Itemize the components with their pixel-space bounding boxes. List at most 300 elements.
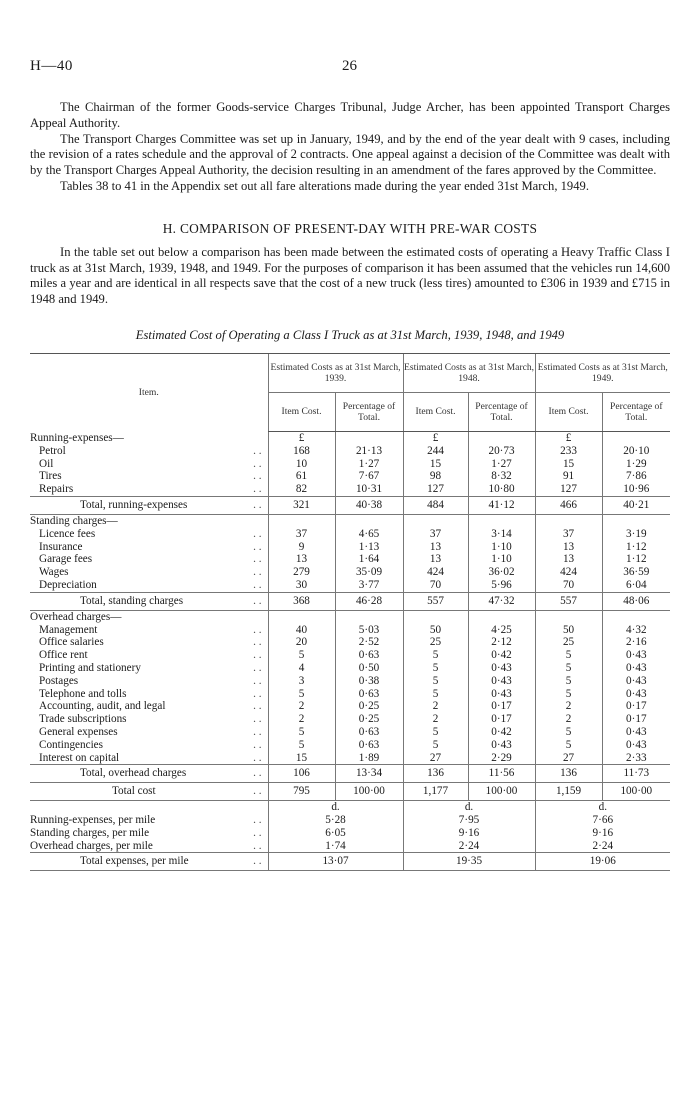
section-row — [30, 610, 670, 623]
leader-dots: . . — [253, 470, 262, 483]
percentage-cell: 0·17 — [468, 713, 535, 726]
item-cost-cell: 2 — [535, 700, 602, 713]
item-cost-cell: 5 — [535, 739, 602, 752]
table-row — [30, 541, 670, 554]
item-cost-cell: 368 — [268, 592, 335, 610]
item-cost-cell: 5 — [403, 675, 468, 688]
per-mile-row — [30, 827, 670, 840]
table-row — [30, 624, 670, 637]
per-mile-cell: 6·05 — [268, 827, 403, 840]
table-row — [30, 726, 670, 739]
percentage-cell: 100·00 — [602, 783, 670, 801]
row-label — [30, 801, 268, 814]
section-heading: H. COMPARISON OF PRESENT-DAY WITH PRE-WAR COSTS — [162, 220, 538, 236]
per-mile-row — [30, 840, 670, 853]
percentage-cell: 11·73 — [602, 765, 670, 783]
item-cost-cell: 5 — [403, 726, 468, 739]
row-label-text: Running-expenses, per mile — [30, 814, 156, 827]
paragraph-appeal-authority: The Chairman of the former Goods-service Charges Tribunal, Judge Archer, has been appointed Transport Charges Appeal Authority. — [30, 100, 670, 130]
item-cost-cell: 1,159 — [535, 783, 602, 801]
row-label — [30, 814, 268, 827]
item-cost-cell: 5 — [268, 688, 335, 701]
leader-dots: . . — [253, 785, 262, 798]
table-row — [30, 592, 670, 610]
item-cost-cell: 3 — [268, 675, 335, 688]
empty-cell — [468, 514, 535, 527]
row-label-text: Overhead charges, per mile — [30, 839, 153, 852]
item-cost-cell: 9 — [268, 541, 335, 554]
item-cost-cell: 2 — [403, 713, 468, 726]
table-row — [30, 553, 670, 566]
section-paragraph: In the table set out below a comparison has been made between the estimated costs of operating a Heavy Traffic Class I truck as at 31st March, 1939, 1948, and 1949. For the purposes of comparison it has been assumed that the vehicles run 14,600 miles a year and are identical in all respects save that the cost of a new truck (less tires) amounted to £306 in 1939 and £715 in 1948 and 1949. — [30, 244, 670, 307]
percentage-cell: 5·03 — [335, 624, 403, 637]
percentage-cell: 3·19 — [602, 528, 670, 541]
per-mile-cell: 1·74 — [268, 840, 403, 853]
row-label-text: Management — [39, 623, 98, 636]
percentage-cell: 2·16 — [602, 636, 670, 649]
row-label-text: Overhead charges— — [30, 610, 122, 623]
item-cost-cell: 2 — [268, 713, 335, 726]
percentage-cell: 20·10 — [602, 445, 670, 458]
subheader-item-cost: Item Cost. — [535, 392, 602, 431]
row-label — [30, 541, 268, 554]
percentage-cell: 0·43 — [602, 739, 670, 752]
percentage-cell: 4·25 — [468, 624, 535, 637]
section-row — [30, 514, 670, 527]
item-cost-cell: 98 — [403, 470, 468, 483]
item-cost-cell: 136 — [403, 765, 468, 783]
percentage-cell: 0·43 — [602, 726, 670, 739]
row-label — [30, 765, 268, 783]
row-label — [30, 566, 268, 579]
percentage-cell: 36·02 — [468, 566, 535, 579]
percentage-cell: 41·12 — [468, 496, 535, 514]
row-label — [30, 624, 268, 637]
percentage-cell: 1·27 — [468, 458, 535, 471]
row-label — [30, 700, 268, 713]
table-row — [30, 458, 670, 471]
row-label — [30, 592, 268, 610]
row-label-text: Total expenses, per mile — [80, 855, 189, 868]
item-cost-cell: 795 — [268, 783, 335, 801]
item-cost-cell: 424 — [403, 566, 468, 579]
percentage-cell: 0·43 — [602, 662, 670, 675]
percentage-cell: 0·17 — [602, 713, 670, 726]
item-cost-cell: 25 — [403, 636, 468, 649]
percentage-cell: 7·67 — [335, 470, 403, 483]
item-cost-cell: 37 — [268, 528, 335, 541]
percentage-cell: 1·10 — [468, 553, 535, 566]
row-label — [30, 752, 268, 765]
row-label — [30, 840, 268, 853]
per-mile-cell: 13·07 — [268, 853, 403, 871]
row-label-text: General expenses — [39, 725, 118, 738]
row-label-text: Running-expenses— — [30, 431, 124, 444]
page-header — [30, 58, 670, 88]
row-label-text: Office salaries — [39, 636, 104, 649]
row-label-text: Standing charges, per mile — [30, 826, 150, 839]
item-cost-cell: 5 — [268, 726, 335, 739]
item-cost-cell: 5 — [535, 726, 602, 739]
leader-dots: . . — [253, 444, 262, 457]
empty-cell — [335, 610, 403, 623]
per-mile-cell: 19·35 — [403, 853, 535, 871]
item-cost-cell: 557 — [535, 592, 602, 610]
item-cost-cell: 13 — [268, 553, 335, 566]
item-cost-cell: 1,177 — [403, 783, 468, 801]
row-label-text: Contingencies — [39, 738, 104, 751]
subheader-percentage: Percentage of Total. — [602, 392, 670, 431]
item-cost-cell: 50 — [535, 624, 602, 637]
percentage-cell: 0·43 — [602, 649, 670, 662]
leader-dots: . . — [253, 814, 262, 827]
row-label-text: Wages — [39, 566, 69, 579]
item-cost-cell: 61 — [268, 470, 335, 483]
item-cost-cell: 50 — [403, 624, 468, 637]
row-label — [30, 528, 268, 541]
row-label-text: Total, overhead charges — [80, 767, 187, 780]
per-mile-cell: 2·24 — [535, 840, 670, 853]
subheader-item-cost: Item Cost. — [403, 392, 468, 431]
item-cost-cell: 2 — [403, 700, 468, 713]
item-cost-cell: 466 — [535, 496, 602, 514]
empty-cell — [602, 514, 670, 527]
row-label-text: Oil — [39, 457, 54, 470]
percentage-cell: 4·65 — [335, 528, 403, 541]
document-page — [30, 0, 670, 871]
percentage-cell: 2·29 — [468, 752, 535, 765]
table-row — [30, 765, 670, 783]
per-mile-total-row — [30, 853, 670, 871]
percentage-cell: 1·89 — [335, 752, 403, 765]
item-cost-cell: 5 — [268, 649, 335, 662]
empty-cell — [403, 610, 468, 623]
item-cost-cell: 82 — [268, 483, 335, 496]
row-label — [30, 636, 268, 649]
row-label-text: Postages — [39, 674, 79, 687]
percentage-cell: 0·63 — [335, 688, 403, 701]
item-cost-cell: 5 — [535, 662, 602, 675]
item-cost-cell: 30 — [268, 579, 335, 592]
empty-cell — [403, 514, 468, 527]
item-cost-cell: 233 — [535, 445, 602, 458]
row-label — [30, 610, 268, 623]
table-row — [30, 783, 670, 801]
row-label-text: Petrol — [39, 444, 66, 457]
percentage-cell: 0·63 — [335, 649, 403, 662]
table-row — [30, 445, 670, 458]
leader-dots: . . — [253, 540, 262, 553]
table-row — [30, 688, 670, 701]
per-mile-cell: d. — [403, 801, 535, 814]
empty-cell — [268, 610, 335, 623]
per-mile-cell: 19·06 — [535, 853, 670, 871]
row-label — [30, 675, 268, 688]
leader-dots: . . — [253, 751, 262, 764]
table-row — [30, 566, 670, 579]
table-row — [30, 579, 670, 592]
cost-table — [30, 353, 670, 872]
table-row — [30, 528, 670, 541]
percentage-cell: 0·43 — [602, 688, 670, 701]
page-number: 26 — [342, 58, 357, 74]
item-cost-cell: 70 — [403, 579, 468, 592]
percentage-cell: 0·17 — [602, 700, 670, 713]
row-label — [30, 553, 268, 566]
percentage-cell: 40·38 — [335, 496, 403, 514]
leader-dots: . . — [253, 483, 262, 496]
row-label — [30, 713, 268, 726]
leader-dots: . . — [253, 713, 262, 726]
row-label-text: Total, standing charges — [80, 594, 184, 607]
percentage-cell: 40·21 — [602, 496, 670, 514]
row-label — [30, 445, 268, 458]
percentage-cell: 47·32 — [468, 592, 535, 610]
row-label — [30, 726, 268, 739]
item-cost-cell: 279 — [268, 566, 335, 579]
table-row — [30, 752, 670, 765]
percentage-cell: 0·25 — [335, 713, 403, 726]
percentage-cell: 1·12 — [602, 541, 670, 554]
group-header-1949: Estimated Costs as at 31st March, 1949. — [535, 353, 670, 392]
section-row — [30, 431, 670, 444]
item-cost-cell: 5 — [403, 649, 468, 662]
leader-dots: . . — [253, 636, 262, 649]
paragraph-committee: The Transport Charges Committee was set up in January, 1949, and by the end of the year dealt with 9 cases, including the revision of a rates schedule and the approval of 2 contracts. One appeal against a decision of the Committee was dealt with by the Transport Charges Appeal Authority, the decision resulting in an amendment of the fares approved by the Committee. — [30, 131, 670, 178]
percentage-cell: 0·43 — [468, 662, 535, 675]
group-header-1939: Estimated Costs as at 31st March, 1939. — [268, 353, 403, 392]
item-cost-cell: 424 — [535, 566, 602, 579]
percentage-cell: 2·12 — [468, 636, 535, 649]
percentage-cell: 0·63 — [335, 726, 403, 739]
percentage-cell: 7·86 — [602, 470, 670, 483]
percentage-cell: 8·32 — [468, 470, 535, 483]
percentage-cell: 48·06 — [602, 592, 670, 610]
empty-cell — [602, 431, 670, 444]
item-cost-cell: 20 — [268, 636, 335, 649]
leader-dots: . . — [253, 527, 262, 540]
empty-cell — [535, 514, 602, 527]
subheader-percentage: Percentage of Total. — [468, 392, 535, 431]
item-cost-cell: 15 — [268, 752, 335, 765]
item-cost-cell: 15 — [535, 458, 602, 471]
percentage-cell: 2·33 — [602, 752, 670, 765]
row-label-text: Garage fees — [39, 553, 93, 566]
percentage-cell: 0·42 — [468, 726, 535, 739]
per-mile-cell: 7·95 — [403, 814, 535, 827]
percentage-cell: 0·17 — [468, 700, 535, 713]
row-label — [30, 662, 268, 675]
currency-symbol: £ — [403, 431, 468, 444]
empty-cell — [602, 610, 670, 623]
paragraph-tables: Tables 38 to 41 in the Appendix set out all fare alterations made during the year ended 31st March, 1949. — [60, 178, 589, 193]
item-cost-cell: 10 — [268, 458, 335, 471]
leader-dots: . . — [253, 725, 262, 738]
per-mile-cell: 9·16 — [403, 827, 535, 840]
item-cost-cell: 321 — [268, 496, 335, 514]
item-cost-cell: 168 — [268, 445, 335, 458]
percentage-cell: 21·13 — [335, 445, 403, 458]
row-label-text: Total, running-expenses — [80, 498, 188, 511]
row-label-text: Total cost — [112, 785, 156, 798]
leader-dots: . . — [253, 566, 262, 579]
percentage-cell: 0·25 — [335, 700, 403, 713]
row-label-text: Depreciation — [39, 578, 97, 591]
row-label-text: Interest on capital — [39, 751, 120, 764]
per-mile-cell: 9·16 — [535, 827, 670, 840]
table-row — [30, 483, 670, 496]
percentage-cell: 0·50 — [335, 662, 403, 675]
leader-dots: . . — [253, 649, 262, 662]
leader-dots: . . — [253, 498, 262, 511]
subheader-item-cost: Item Cost. — [268, 392, 335, 431]
row-label — [30, 458, 268, 471]
leader-dots: . . — [253, 578, 262, 591]
leader-dots: . . — [253, 553, 262, 566]
item-cost-cell: 557 — [403, 592, 468, 610]
leader-dots: . . — [253, 594, 262, 607]
row-label-text: Trade subscriptions — [39, 713, 127, 726]
table-row — [30, 649, 670, 662]
item-cost-cell: 127 — [403, 483, 468, 496]
per-mile-cell: d. — [268, 801, 403, 814]
leader-dots: . . — [253, 700, 262, 713]
per-mile-cell: 7·66 — [535, 814, 670, 827]
item-cost-cell: 5 — [535, 649, 602, 662]
row-label — [30, 827, 268, 840]
leader-dots: . . — [253, 687, 262, 700]
percentage-cell: 0·38 — [335, 675, 403, 688]
empty-cell — [468, 610, 535, 623]
row-label — [30, 853, 268, 871]
item-cost-cell: 5 — [403, 739, 468, 752]
percentage-cell: 10·31 — [335, 483, 403, 496]
percentage-cell: 3·14 — [468, 528, 535, 541]
item-cost-cell: 5 — [535, 675, 602, 688]
item-cost-cell: 40 — [268, 624, 335, 637]
percentage-cell: 36·59 — [602, 566, 670, 579]
item-cost-cell: 37 — [403, 528, 468, 541]
item-cost-cell: 5 — [535, 688, 602, 701]
item-cost-cell: 2 — [268, 700, 335, 713]
item-cost-cell: 244 — [403, 445, 468, 458]
table-caption: Estimated Cost of Operating a Class I Truck as at 31st March, 1939, 1948, and 1949 — [135, 327, 565, 342]
document-reference: H—40 — [30, 58, 73, 74]
percentage-cell: 0·43 — [468, 739, 535, 752]
leader-dots: . . — [253, 661, 262, 674]
leader-dots: . . — [253, 855, 262, 868]
percentage-cell: 10·96 — [602, 483, 670, 496]
percentage-cell: 1·27 — [335, 458, 403, 471]
subheader-percentage: Percentage of Total. — [335, 392, 403, 431]
leader-dots: . . — [253, 457, 262, 470]
item-cost-cell: 484 — [403, 496, 468, 514]
percentage-cell: 35·09 — [335, 566, 403, 579]
leader-dots: . . — [253, 826, 262, 839]
percentage-cell: 2·52 — [335, 636, 403, 649]
row-label-text: Licence fees — [39, 527, 96, 540]
row-label — [30, 579, 268, 592]
row-label — [30, 514, 268, 527]
percentage-cell: 0·43 — [602, 675, 670, 688]
item-cost-cell: 136 — [535, 765, 602, 783]
item-cost-cell: 13 — [403, 541, 468, 554]
row-label-text: Repairs — [39, 483, 74, 496]
row-label-text: Insurance — [39, 540, 83, 553]
group-header-1948: Estimated Costs as at 31st March, 1948. — [403, 353, 535, 392]
table-row — [30, 470, 670, 483]
row-label-text: Telephone and tolls — [39, 687, 127, 700]
row-label — [30, 649, 268, 662]
item-cost-cell: 5 — [268, 739, 335, 752]
row-label-text: Printing and stationery — [39, 661, 141, 674]
row-label — [30, 688, 268, 701]
row-label — [30, 739, 268, 752]
item-cost-cell: 27 — [403, 752, 468, 765]
table-row — [30, 713, 670, 726]
percentage-cell: 20·73 — [468, 445, 535, 458]
percentage-cell: 1·10 — [468, 541, 535, 554]
per-mile-row — [30, 814, 670, 827]
leader-dots: . . — [253, 767, 262, 780]
row-label-text: Standing charges— — [30, 514, 118, 527]
percentage-cell: 5·96 — [468, 579, 535, 592]
table-row — [30, 662, 670, 675]
table-body — [30, 431, 670, 871]
percentage-cell: 4·32 — [602, 624, 670, 637]
empty-cell — [335, 514, 403, 527]
item-cost-cell: 13 — [535, 553, 602, 566]
item-cost-cell: 13 — [403, 553, 468, 566]
row-label — [30, 783, 268, 801]
item-cost-cell: 5 — [403, 662, 468, 675]
percentage-cell: 0·43 — [468, 675, 535, 688]
row-label-text: Office rent — [39, 649, 88, 662]
item-cost-cell: 5 — [403, 688, 468, 701]
row-label — [30, 431, 268, 444]
percentage-cell: 0·42 — [468, 649, 535, 662]
item-cost-cell: 91 — [535, 470, 602, 483]
leader-dots: . . — [253, 839, 262, 852]
percentage-cell: 10·80 — [468, 483, 535, 496]
table-row — [30, 636, 670, 649]
item-cost-cell: 4 — [268, 662, 335, 675]
item-cost-cell: 37 — [535, 528, 602, 541]
pence-unit-row — [30, 801, 670, 814]
row-label — [30, 496, 268, 514]
per-mile-cell: 2·24 — [403, 840, 535, 853]
currency-symbol: £ — [268, 431, 335, 444]
empty-cell — [535, 610, 602, 623]
table-row — [30, 675, 670, 688]
row-label-text: Tires — [39, 470, 62, 483]
per-mile-cell: d. — [535, 801, 670, 814]
item-cost-cell: 2 — [535, 713, 602, 726]
item-cost-cell: 13 — [535, 541, 602, 554]
empty-cell — [335, 431, 403, 444]
item-cost-cell: 70 — [535, 579, 602, 592]
percentage-cell: 100·00 — [335, 783, 403, 801]
row-label — [30, 470, 268, 483]
item-cost-cell: 127 — [535, 483, 602, 496]
percentage-cell: 1·29 — [602, 458, 670, 471]
percentage-cell: 0·43 — [468, 688, 535, 701]
item-column-header: Item. — [30, 353, 268, 431]
percentage-cell: 3·77 — [335, 579, 403, 592]
percentage-cell: 13·34 — [335, 765, 403, 783]
percentage-cell: 0·63 — [335, 739, 403, 752]
percentage-cell: 1·13 — [335, 541, 403, 554]
